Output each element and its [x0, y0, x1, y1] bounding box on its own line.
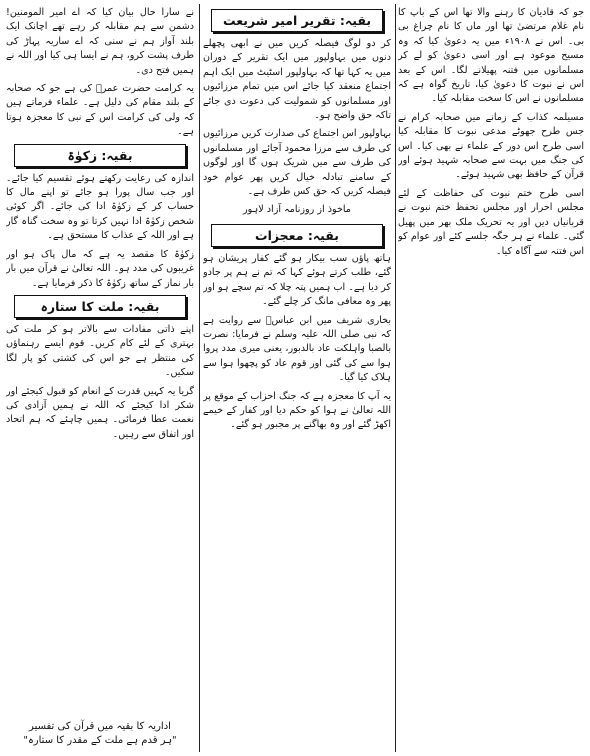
article-paragraph: یہ کرامت حضرت عمرؓ کی ہے جو کہ صحابہ کے بلند مقام کی دلیل ہے۔ علماء فرماتے ہیں کہ ولی کی کرامت اس کے نبی کا معجزہ ہوتا ہے۔ — [6, 83, 194, 138]
section-heading: بقیہ: زکوٰۃ — [14, 144, 186, 167]
footer-line: "ہر قدم ہے ملت کے مقدر کا ستارہ" — [23, 735, 177, 746]
section-heading: بقیہ: تقریر امیر شریعت — [211, 9, 383, 32]
article-paragraph: بہاولپور اس اجتماع کی صدارت کریں مرزائیوں کی طرف سے مرزا محمود آجائے اور مسلمانوں کی طرف سے میں شریک ہوں گا اور لوگوں کے سامنے تبادلہ خیال کریں پھر عوام خود فیصلہ کریں کہ حق کس طرف ہے۔ — [203, 128, 391, 198]
column-left — [6, 6, 194, 712]
column-divider — [395, 4, 396, 752]
article-paragraph: یہ آپ کا معجزہ ہے کہ جنگ احزاب کے موقع پر اللہ تعالیٰ نے ہوا کو حکم دیا اور کفار کے خیمے اکھڑ گئے اور وہ بھاگنے پر مجبور ہو گئے۔ — [203, 390, 391, 431]
source-credit: ماخوذ از روزنامہ آزاد لاہور — [243, 204, 351, 216]
article-paragraph: جو کہ قادیان کا رہنے والا تھا اس کے باپ کا نام غلام مرتضیٰ تھا اور ماں کا نام چراغ بی بی۔ اس نے ۱۹۰۸ء میں یہ دعویٰ کیا کہ وہ مسیح موعود ہے اور اسی دعویٰ کو لے کر مسلمانوں میں فتنہ پھیلانے لگا۔ اس کے بعد اس نے نبوت کا دعویٰ کیا، تاریخ گواہ ہے کہ مسلمانوں نے اس کا سخت مقابلہ کیا۔ — [398, 7, 584, 105]
page-footer — [6, 720, 194, 748]
article-paragraph: اندازہ کی رعایت رکھتے ہوئے تقسیم کیا جائے۔ اور جب سال پورا ہو جائے تو اپنے مال کا حساب کر کے زکوٰۃ ادا کی جائے۔ اگر کوئی شخص زکوٰۃ ادا نہیں کرتا تو وہ سخت گناہ گار ہے اور اللہ کے عذاب کا مستحق ہے۔ — [6, 172, 194, 242]
article-paragraph: کر دو لوگ فیصلہ کریں میں نے ابھی پچھلے دنوں میں بہاولپور میں ایک تقریر کے دوران میں یہ کہا تھا کہ بہاولپور اسٹیٹ میں ایک اہم اجتماع منعقد کیا جائے اس میں تمام مرزائیوں اور مسلمانوں کو شمولیت کی دعوت دی جائے تاکہ حق واضح ہو۔ — [203, 38, 391, 122]
column-middle — [203, 6, 391, 750]
article-paragraph: اسی طرح ختم نبوت کی حفاظت کے لئے مجلس احرار اور مجلس تحفظ ختم نبوت نے قربانیاں دیں اور یہ تحریک ملک بھر میں پھیل گئی۔ علماء نے ہر جگہ جلسے کئے اور عوام کو اس فتنہ سے آگاہ کیا۔ — [398, 187, 584, 257]
article-paragraph: بخاری شریف میں ابن عباسؓ سے روایت ہے کہ نبی صلی اللہ علیہ وسلم نے فرمایا: نصرت بالصبا واہلکت عاد بالدبور، یعنی میری مدد پروا ہوا سے کی گئی اور قوم عاد کو پچھوا ہوا سے ہلاک کیا گیا۔ — [203, 314, 391, 384]
article-paragraph: گریا یہ کہیں قدرت کے انعام کو قبول کیجئے اور شکر ادا کیجئے کہ اللہ نے ہمیں آزادی کی نعمت عطا فرمائی۔ ہمیں چاہئے کہ ہم اتحاد اور اتفاق سے رہیں۔ — [6, 385, 194, 440]
column-right — [398, 6, 584, 750]
column-divider — [199, 4, 200, 752]
article-paragraph: نے سارا حال بیان کیا کہ اے امیر المومنین! دشمن سے ہم مقابلہ کر رہے تھے اچانک ایک بلند آواز ہم نے سنی کہ اے ساریہ پہاڑ کی طرف پشت کرو، ہم نے ایسا ہی کیا اور اللہ نے ہمیں فتح دی۔ — [6, 7, 194, 76]
article-paragraph: اپنے ذاتی مفادات سے بالاتر ہو کر ملت کی بہتری کے لئے کام کریں۔ قوم ایسے رہنماؤں کی منتظر ہے جو اس کی کشتی کو پار لگا سکیں۔ — [6, 323, 194, 379]
article-paragraph: زکوٰۃ کا مقصد یہ ہے کہ مال پاک ہو اور غریبوں کی مدد ہو۔ اللہ تعالیٰ نے قرآن میں بار بار نماز کے ساتھ زکوٰۃ کا ذکر فرمایا ہے۔ — [6, 248, 194, 289]
article-paragraph: مسیلمہ کذاب کے زمانے میں صحابہ کرام نے جس طرح جھوٹے مدعی نبوت کا مقابلہ کیا اسی طرح اس دور کے علماء نے بھی کیا۔ اس کی جنگ میں بہت سے صحابہ شہید ہوئے اور قرآن کے حافظ بھی شہید ہوئے۔ — [398, 111, 584, 181]
article-paragraph: ہاتھ پاؤں سب بیکار ہو گئے کفار پریشان ہو گئے، طلب کرتے ہوئے کہا کہ تم نے ہم پر جادو کر دیا ہے۔ اب ہمیں پتہ چلا کہ تم سچے ہو اور پھر وہ معافی مانگ کر چلے گئے۔ — [203, 252, 391, 308]
section-heading: بقیہ: معجزات — [211, 224, 383, 247]
section-heading: بقیہ: ملت کا ستارہ — [14, 295, 186, 318]
footer-line: اداریہ کا بقیہ میں قرآن کی تفسیر — [29, 721, 171, 732]
